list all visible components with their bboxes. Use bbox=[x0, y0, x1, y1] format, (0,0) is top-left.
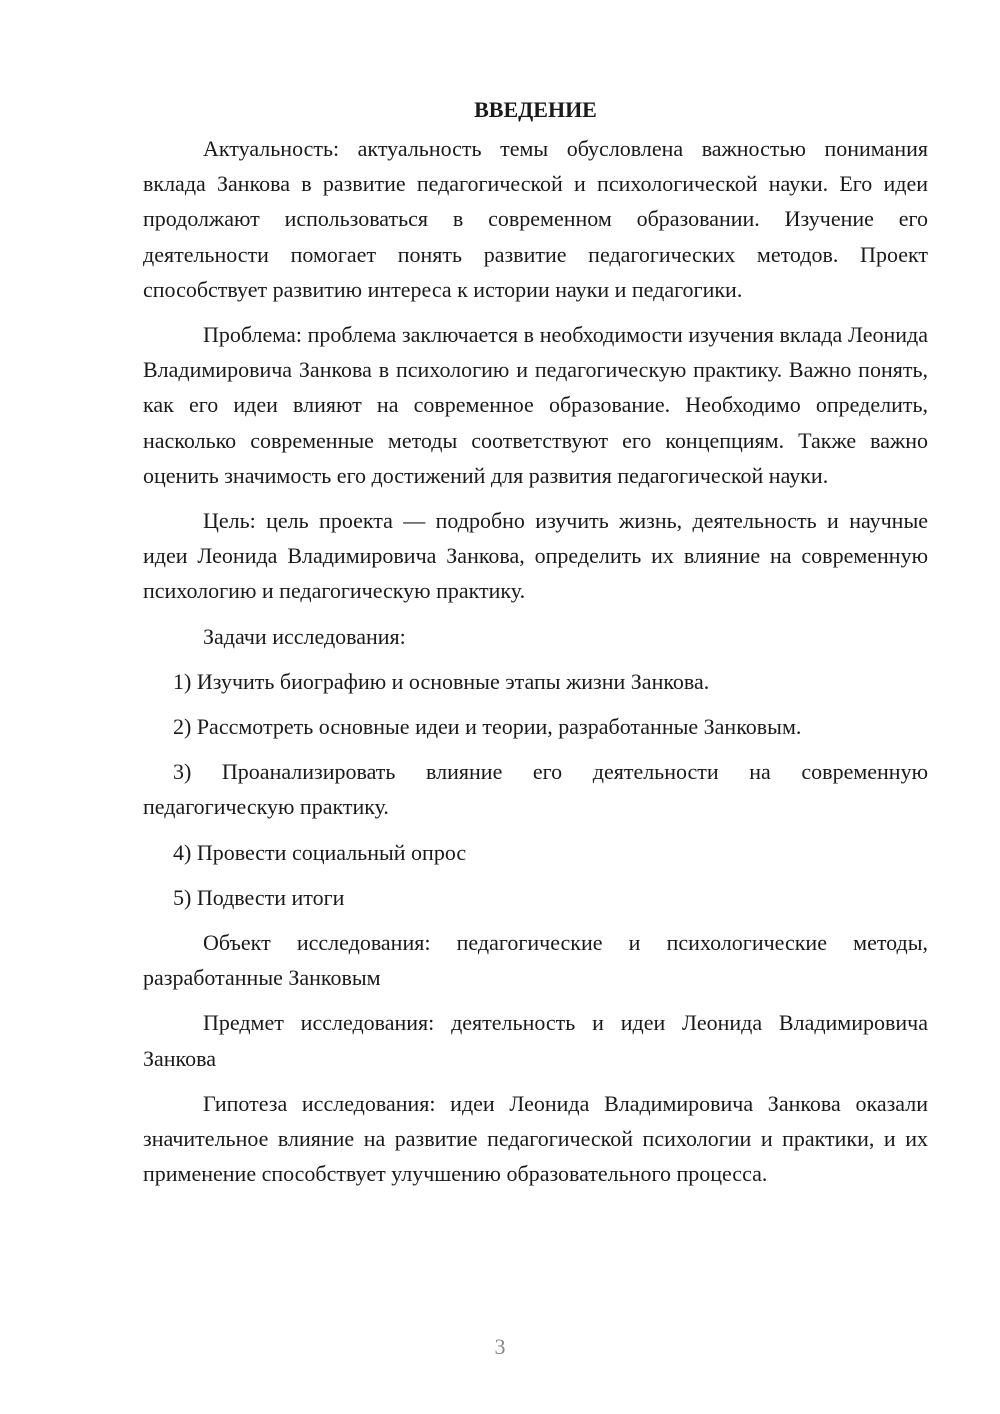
task-item-1: 1) Изучить биографию и основные этапы жизни Занкова. bbox=[173, 668, 710, 694]
paragraph-object: Объект исследования: педагогические и психологические методы, разработанные Занковым bbox=[143, 930, 928, 991]
task-item-4: 4) Провести социальный опрос bbox=[173, 839, 467, 865]
task-item-2: 2) Рассмотреть основные идеи и теории, разработанные Занковым. bbox=[173, 714, 802, 740]
task-item-5: 5) Подвести итоги bbox=[173, 884, 345, 910]
paragraph-relevance: Актуальность: актуальность темы обусловлена важностью понимания вклада Занкова в развитие педагогической и психологической науки. Его идеи продолжают использоваться в современном образовании. Изучение его деятельности помогает понять развитие педагогических методов. Проект способствует развитию интереса к истории науки и педагогики. bbox=[143, 136, 928, 302]
page-number: 3 bbox=[494, 1334, 506, 1359]
paragraph-problem: Проблема: проблема заключается в необходимости изучения вклада Леонида Владимировича Занкова в психологию и педагогическую практику. Важно понять, как его идеи влияют на современное образование. Необходимо определить, насколько современные методы соответствуют его концепциям. Также важно оценить значимость его достижений для развития педагогической науки. bbox=[143, 322, 928, 488]
section-title: ВВЕДЕНИЕ bbox=[474, 97, 597, 122]
document-page bbox=[143, 92, 928, 1201]
paragraph-subject: Предмет исследования: деятельность и идеи Леонида Владимировича Занкова bbox=[143, 1010, 928, 1071]
task-item-3: 3) Проанализировать влияние его деятельности на современную педагогическую практику. bbox=[143, 759, 928, 820]
paragraph-tasks-heading: Задачи исследования: bbox=[203, 623, 406, 649]
paragraph-goal: Цель: цель проекта — подробно изучить жизнь, деятельность и научные идеи Леонида Владимировича Занкова, определить их влияние на современную психологию и педагогическую практику. bbox=[143, 508, 928, 604]
paragraph-hypothesis: Гипотеза исследования: идеи Леонида Владимировича Занкова оказали значительное влияние на развитие педагогической психологии и практики, и их применение способствует улучшению образовательного процесса. bbox=[143, 1090, 928, 1187]
